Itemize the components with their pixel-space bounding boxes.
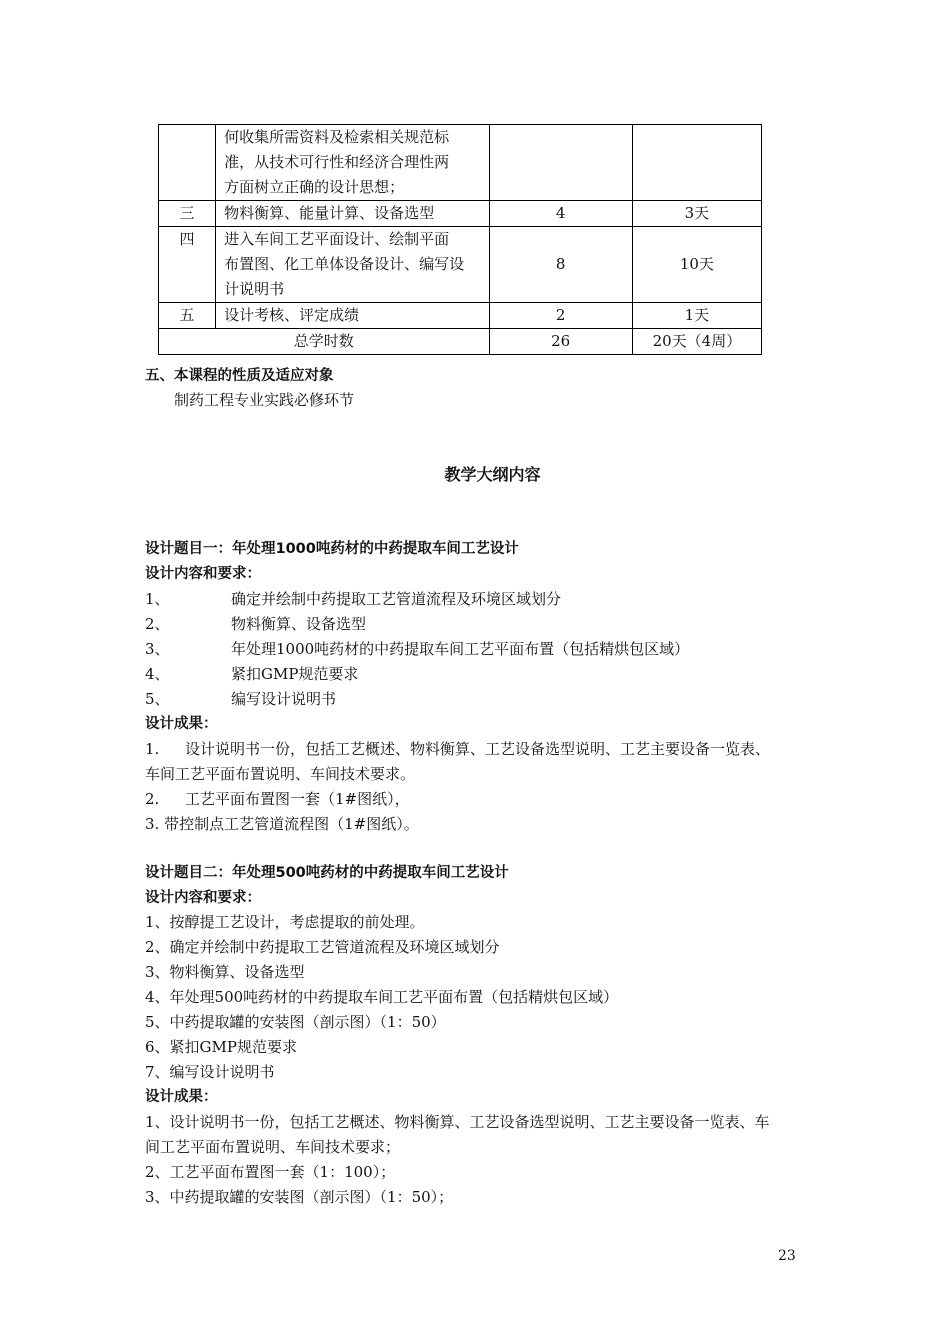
row-content: [216, 201, 489, 227]
list-item: [145, 737, 770, 761]
row-content: [216, 227, 489, 303]
topic2-heading: 设计题目二：年处理500吨药材的中药提取车间工艺设计: [145, 865, 509, 881]
total-label: 总学时数: [159, 329, 490, 355]
item-number: 1.: [145, 740, 160, 758]
row-content: [216, 125, 489, 201]
list-item: 3、中药提取罐的安装图（剖示图）（1：50）；: [145, 1188, 454, 1206]
content-line: 准，从技术可行性和经济合理性两: [224, 153, 450, 171]
list-item: 7、编写设计说明书: [145, 1063, 275, 1081]
row-hours: 8: [489, 227, 632, 303]
row-number: 三: [159, 201, 216, 227]
content-line: 方面树立正确的设计思想；: [224, 178, 405, 196]
table-row: [159, 125, 762, 201]
content-line: 计说明书: [224, 280, 285, 298]
item-number: 5、: [145, 690, 170, 708]
list-item: [145, 687, 336, 711]
item-text: 设计说明书一份，包括工艺概述、物料衡算、工艺设备选型说明、工艺主要设备一览表、: [185, 740, 771, 758]
row-days: 1天: [632, 303, 761, 329]
content-line: 进入车间工艺平面设计、绘制平面: [224, 230, 450, 248]
table-row: [159, 227, 762, 303]
list-item-continuation: 间工艺平面布置说明、车间技术要求；: [145, 1138, 401, 1156]
table-row: [159, 201, 762, 227]
list-item: [145, 637, 689, 661]
row-hours: 2: [489, 303, 632, 329]
topic1-result-heading: 设计成果：: [145, 716, 218, 732]
content-line: 设计考核、评定成绩: [224, 306, 360, 324]
list-item: [145, 612, 366, 636]
list-item: 2、工艺平面布置图一套（1：100）；: [145, 1163, 396, 1181]
list-item: [145, 787, 410, 811]
table-total-row: [159, 329, 762, 355]
list-item: 4、年处理500吨药材的中药提取车间工艺平面布置（包括精烘包区域）: [145, 988, 619, 1006]
item-number: 2、: [145, 615, 170, 633]
section-heading: 五、本课程的性质及适应对象: [145, 368, 334, 384]
content-line: 何收集所需资料及检索相关规范标: [224, 128, 450, 146]
row-days: [632, 125, 761, 201]
outline-title: 教学大纲内容: [444, 465, 541, 484]
list-item: [145, 587, 561, 611]
content-line: 布置图、化工单体设备设计、编写设: [224, 255, 465, 273]
topic1-heading: 设计题目一：年处理1000吨药材的中药提取车间工艺设计: [145, 541, 519, 557]
list-item: 1、按醇提工艺设计，考虑提取的前处理。: [145, 913, 425, 931]
page-number: 23: [778, 1248, 796, 1264]
list-item: [145, 662, 358, 686]
total-hours: 26: [489, 329, 632, 355]
list-item-continuation: 车间工艺平面布置说明、车间技术要求。: [145, 765, 416, 783]
item-number: 3、: [145, 640, 170, 658]
item-number: 2.: [145, 790, 160, 808]
row-number: 五: [159, 303, 216, 329]
item-number: 1、: [145, 590, 170, 608]
list-item: 3、物料衡算、设备选型: [145, 963, 305, 981]
list-item: 2、确定并绘制中药提取工艺管道流程及环境区域划分: [145, 938, 500, 956]
item-text: 确定并绘制中药提取工艺管道流程及环境区域划分: [231, 590, 562, 608]
topic2-result-heading: 设计成果：: [145, 1089, 218, 1105]
list-item: 1、设计说明书一份，包括工艺概述、物料衡算、工艺设备选型说明、工艺主要设备一览表、车: [145, 1113, 770, 1131]
table-row: [159, 303, 762, 329]
item-text: 编写设计说明书: [231, 690, 337, 708]
row-hours: [489, 125, 632, 201]
topic2-req-heading: 设计内容和要求：: [145, 890, 261, 906]
list-item: 6、紧扣GMP规范要求: [145, 1038, 297, 1056]
row-days: 10天: [632, 227, 761, 303]
row-days: 3天: [632, 201, 761, 227]
list-item: 5、中药提取罐的安装图（剖示图）（1：50）: [145, 1013, 446, 1031]
total-days: 20天（4周）: [632, 329, 761, 355]
topic1-req-heading: 设计内容和要求：: [145, 566, 261, 582]
list-item: 3. 带控制点工艺管道流程图（1#图纸）。: [145, 815, 419, 833]
section-body: 制药工程专业实践必修环节: [174, 391, 355, 409]
schedule-table: [158, 124, 762, 355]
row-number: 四: [159, 227, 216, 303]
row-number: [159, 125, 216, 201]
row-content: [216, 303, 489, 329]
item-text: 紧扣GMP规范要求: [231, 665, 359, 683]
content-line: 物料衡算、能量计算、设备选型: [224, 204, 435, 222]
item-text: 工艺平面布置图一套（1#图纸），: [185, 790, 410, 808]
item-number: 4、: [145, 665, 170, 683]
row-hours: 4: [489, 201, 632, 227]
item-text: 年处理1000吨药材的中药提取车间工艺平面布置（包括精烘包区域）: [231, 640, 690, 658]
item-text: 物料衡算、设备选型: [231, 615, 367, 633]
